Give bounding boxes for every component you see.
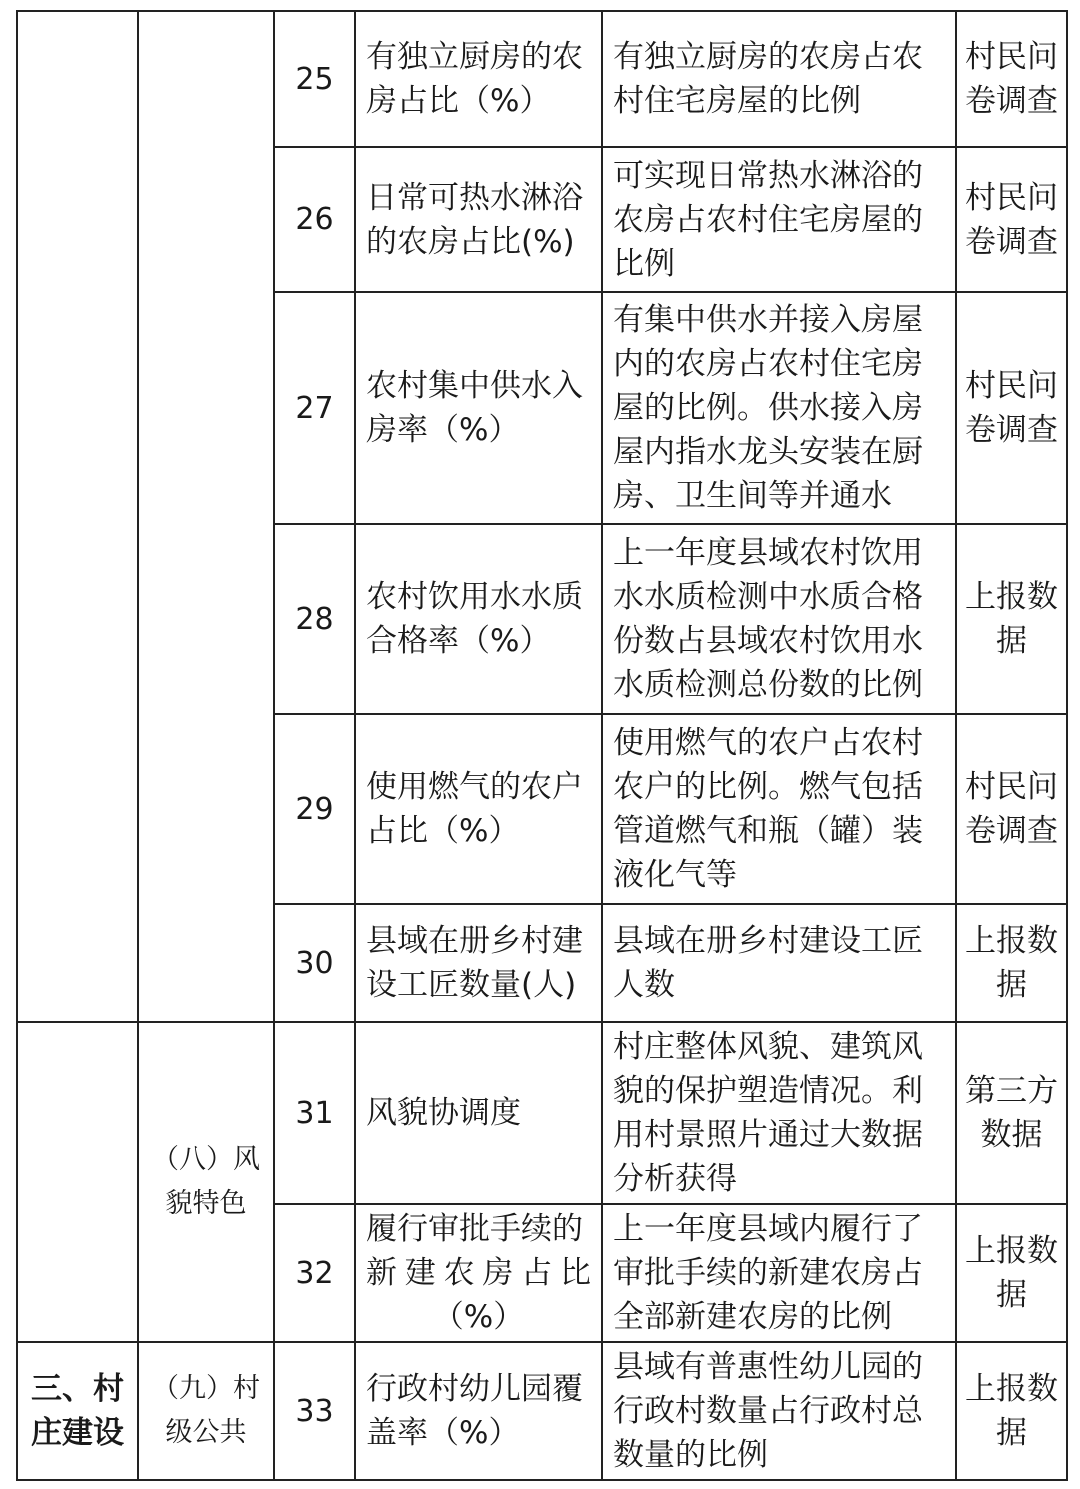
- indicator-definition: 有独立厨房的农房占农村住宅房屋的比例: [613, 39, 923, 119]
- data-source-cell: [956, 11, 1067, 147]
- data-source: 上报数据: [965, 1233, 1058, 1313]
- data-source: 上报数据: [965, 1371, 1058, 1451]
- indicator-name: 农村集中供水入房率（%）: [366, 368, 583, 448]
- indicator-definition: 县域在册乡村建设工匠人数: [613, 923, 923, 1003]
- section-cell: [17, 1342, 138, 1480]
- data-source-cell: [956, 1022, 1067, 1204]
- indicator-definition: 上一年度县域内履行了审批手续的新建农房占全部新建农房的比例: [613, 1211, 923, 1335]
- indicator-name-cell: [355, 1342, 602, 1480]
- data-source: 村民问卷调查: [965, 39, 1058, 119]
- indicator-definition-cell: [602, 11, 956, 147]
- data-source-cell: [956, 1342, 1067, 1480]
- indicator-definition-cell: [602, 904, 956, 1022]
- data-source: 村民问卷调查: [965, 368, 1058, 448]
- data-source-cell: [956, 524, 1067, 714]
- category-cell: [138, 1342, 274, 1480]
- data-source-cell: [956, 147, 1067, 292]
- indicator-name-line: （%）: [432, 1299, 525, 1335]
- indicator-name: 日常可热水淋浴的农房占比(%): [366, 179, 583, 260]
- indicator-number: 26: [274, 147, 355, 292]
- indicator-name: 农村饮用水水质合格率（%）: [366, 579, 583, 659]
- indicator-definition: 使用燃气的农户占农村农户的比例。燃气包括管道燃气和瓶（罐）装液化气等: [613, 725, 923, 893]
- data-source-cell: [956, 1204, 1067, 1342]
- indicator-definition: 县域有普惠性幼儿园的行政村数量占行政村总数量的比例: [613, 1349, 923, 1473]
- category-cell-empty: [138, 11, 274, 1022]
- table-row: [17, 11, 1067, 147]
- section-cell-empty: [17, 1022, 138, 1342]
- indicator-number: 27: [274, 292, 355, 524]
- indicator-name-line: 新建农房占比: [366, 1255, 591, 1291]
- indicator-definition: 上一年度县域农村饮用水水质检测中水质合格份数占县域农村饮用水水质检测总份数的比例: [613, 535, 923, 703]
- indicator-name: 有独立厨房的农房占比（%）: [366, 39, 583, 119]
- indicator-number: 33: [274, 1342, 355, 1480]
- indicator-number: 28: [274, 524, 355, 714]
- indicator-definition-cell: [602, 524, 956, 714]
- indicator-name-cell: [355, 147, 602, 292]
- indicator-number: 31: [274, 1022, 355, 1204]
- indicator-name-cell: [355, 11, 602, 147]
- indicator-definition-cell: [602, 1204, 956, 1342]
- indicator-number: 32: [274, 1204, 355, 1342]
- indicator-definition: 可实现日常热水淋浴的农房占农村住宅房屋的比例: [613, 157, 923, 282]
- section-label: 三、村庄建设: [31, 1371, 124, 1451]
- indicator-number: 25: [274, 11, 355, 147]
- indicator-name: 行政村幼儿园覆盖率（%）: [366, 1371, 583, 1451]
- indicator-name-cell: [355, 1022, 602, 1204]
- indicator-table: [16, 10, 1068, 1481]
- table-row: [17, 1022, 1067, 1204]
- indicator-name: 风貌协调度: [366, 1095, 521, 1131]
- indicator-name-cell: [355, 904, 602, 1022]
- section-cell-empty: [17, 11, 138, 1022]
- indicator-definition: 有集中供水并接入房屋内的农房占农村住宅房屋的比例。供水接入房屋内指水龙头安装在厨房、卫生间等并通水: [613, 302, 923, 514]
- data-source: 村民问卷调查: [965, 179, 1058, 260]
- data-source: 上报数据: [965, 923, 1058, 1003]
- indicator-definition-cell: [602, 1342, 956, 1480]
- category-label: （九）村级公共: [152, 1373, 260, 1448]
- data-source-cell: [956, 714, 1067, 904]
- indicator-definition: 村庄整体风貌、建筑风貌的保护塑造情况。利用村景照片通过大数据分析获得: [613, 1029, 923, 1197]
- indicator-name-line: 履行审批手续的: [366, 1211, 583, 1247]
- indicator-definition-cell: [602, 714, 956, 904]
- category-cell: [138, 1022, 274, 1342]
- indicator-name: 县域在册乡村建设工匠数量(人): [366, 923, 583, 1003]
- indicator-name-cell: [355, 292, 602, 524]
- data-source: 上报数据: [965, 579, 1058, 659]
- indicator-name-cell: [355, 714, 602, 904]
- data-source: 第三方数据: [965, 1073, 1058, 1153]
- indicator-definition-cell: [602, 1022, 956, 1204]
- indicator-number: 29: [274, 714, 355, 904]
- table-row: [17, 1342, 1067, 1480]
- data-source: 村民问卷调查: [965, 769, 1058, 849]
- indicator-definition-cell: [602, 147, 956, 292]
- indicator-definition-cell: [602, 292, 956, 524]
- indicator-name: 使用燃气的农户占比（%）: [366, 769, 583, 849]
- indicator-name-cell: [355, 1204, 602, 1342]
- indicator-number: 30: [274, 904, 355, 1022]
- category-label: （八）风貌特色: [152, 1144, 260, 1219]
- data-source-cell: [956, 904, 1067, 1022]
- indicator-name-cell: [355, 524, 602, 714]
- data-source-cell: [956, 292, 1067, 524]
